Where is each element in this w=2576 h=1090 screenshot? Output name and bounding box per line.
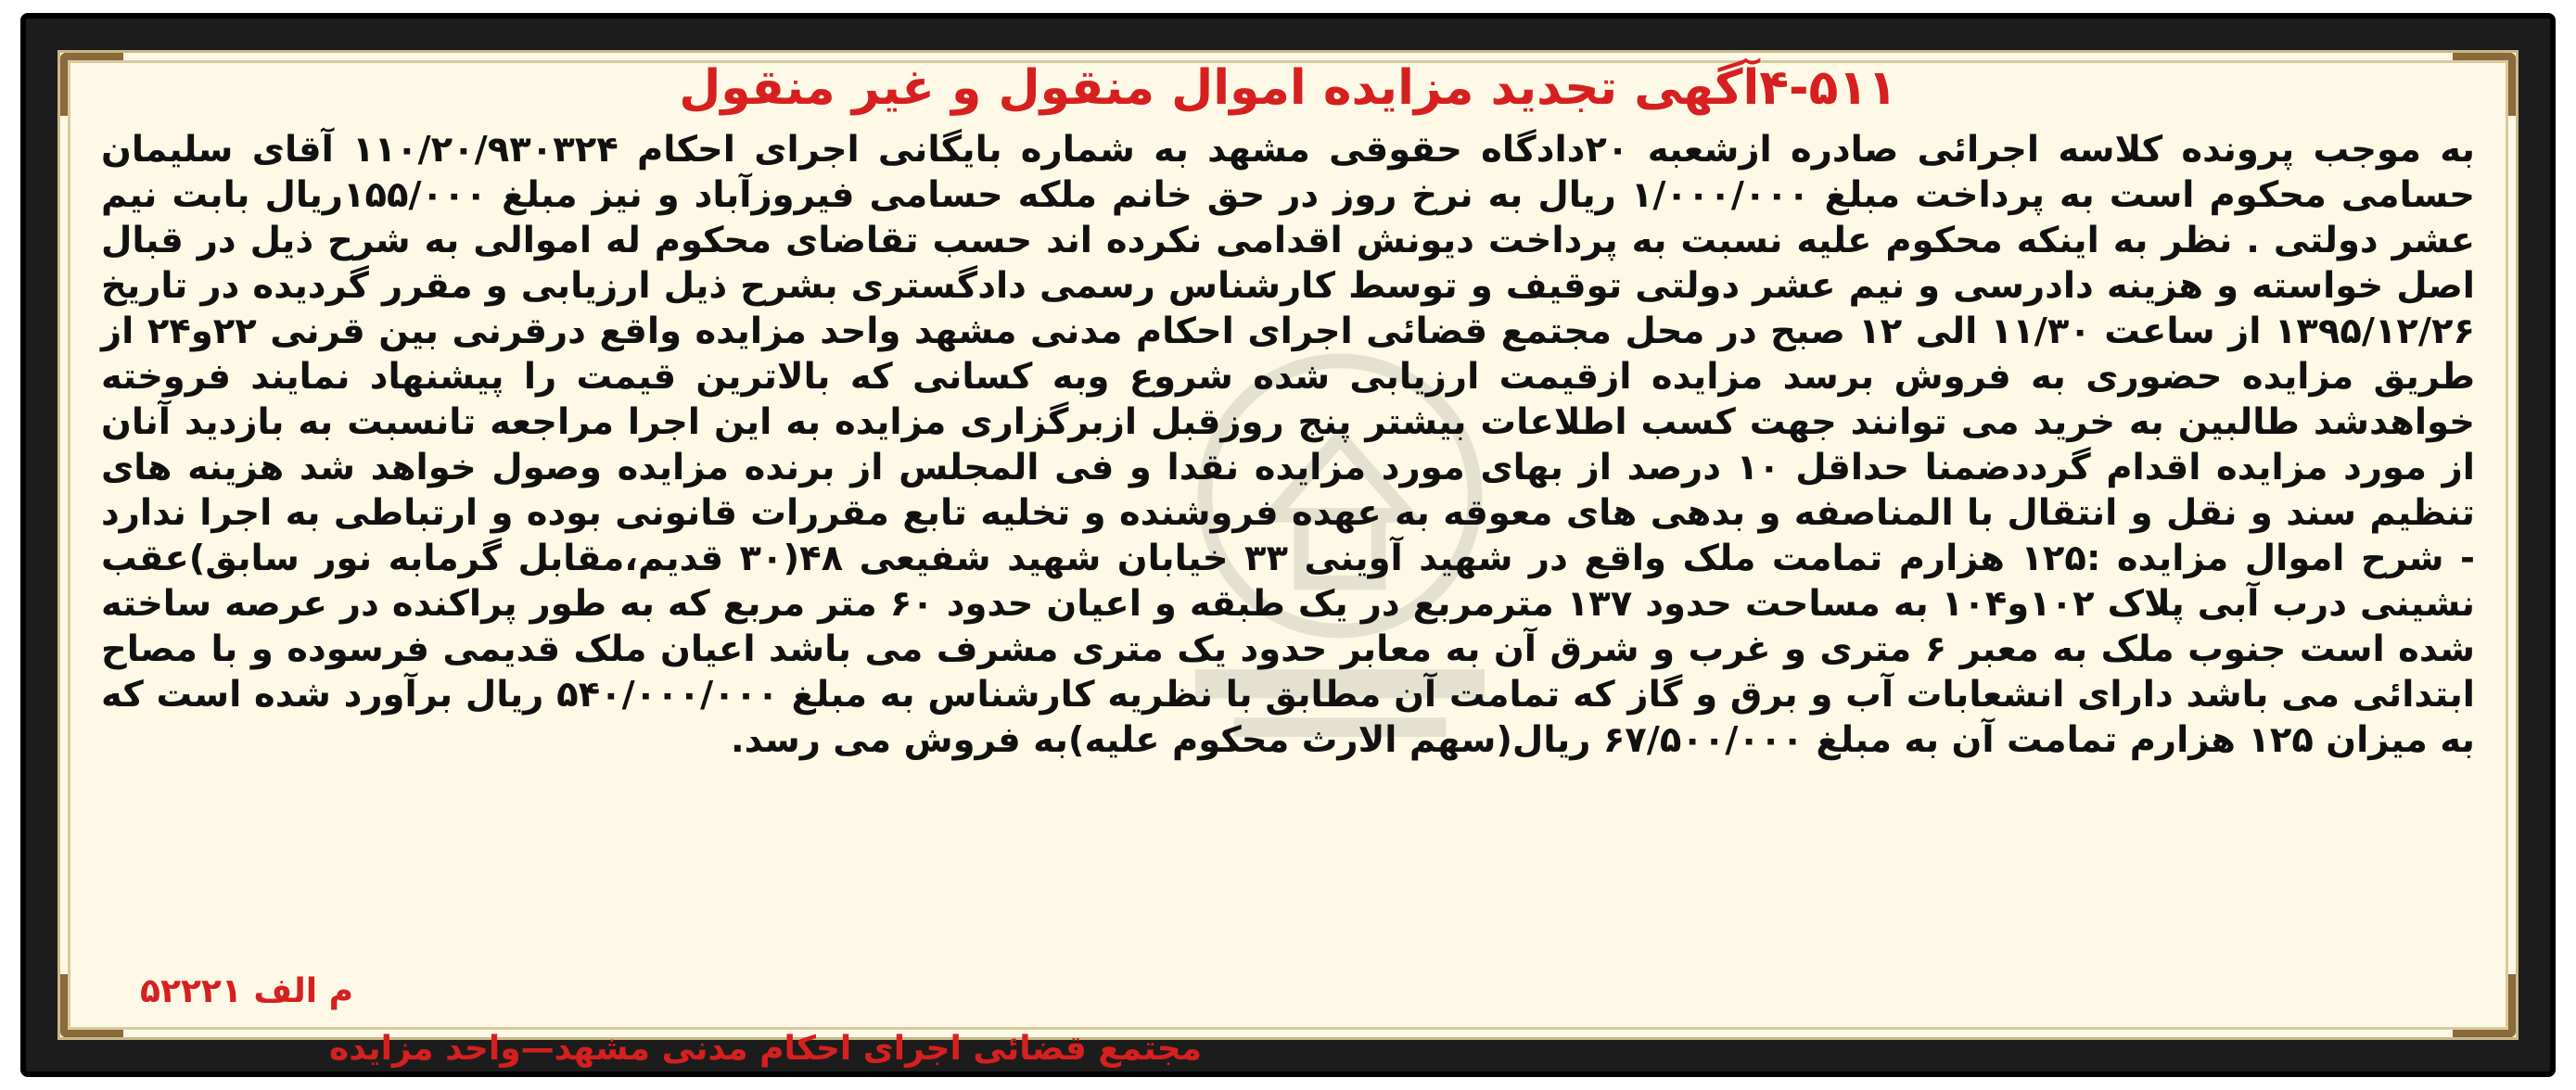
notice-body bbox=[101, 127, 2475, 763]
reference-code: م الف ۵۲۲۲۱ bbox=[140, 972, 354, 1010]
notice-title: ۴-۵۱۱آگهی تجدید مزایده اموال منقول و غیر منقول bbox=[679, 60, 1897, 116]
issuer-signature: مجتمع قضائی اجرای احکام مدنی مشهد—واحد مزایده bbox=[329, 1030, 1203, 1068]
corner-ornament bbox=[60, 974, 123, 1037]
notice-frame bbox=[20, 13, 2556, 1077]
corner-ornament bbox=[2453, 974, 2516, 1037]
notice-body-paragraph: به موجب پرونده کلاسه اجرائی صادره ازشعبه ۲۰دادگاه حقوقی مشهد به شماره بایگانی اجرای احکام ۱۱۰/۲۰/۹۳۰۳۲۴ آقای سلیمان حسامی محکوم است به پرداخت مبلغ ۱/۰۰۰/۰۰۰ ریال به نرخ روز در حق خانم ملکه حسامی فیروزآباد و نیز مبلغ ۱۵۵/۰۰۰ریال بابت نیم عشر دولتی . نظر به اینکه محکوم علیه نسبت به پرداخت دیونش اقدامی نکرده اند حسب تقاضای محکوم له اموالی به شرح ذیل در قبال اصل خواسته و هزینه دادرسی و نیم عشر دولتی توقیف و توسط کارشناس رسمی دادگستری بشرح ذیل ارزیابی و مقرر گردیده در تاریخ ۱۳۹۵/۱۲/۲۶ از ساعت ۱۱/۳۰ الی ۱۲ صبح در محل مجتمع قضائی اجرای احکام مدنی مشهد واحد مزایده واقع درقرنی بین قرنی ۲۲و۲۴ از طریق مزایده حضوری به فروش برسد مزایده ازقیمت ارزیابی شده شروع وبه کسانی که بالاترین قیمت را پیشنهاد نمایند فروخته خواهدشد طالبین به خرید می توانند جهت کسب اطلاعات بیشتر پنج روزقبل ازبرگزاری مزایده به این اجرا مراجعه تانسبت به بازدید آنان از مورد مزایده اقدام گرددضمنا حداقل ۱۰ درصد از بهای مورد مزایده نقدا و فی المجلس از برنده مزایده وصول خواهد شد هزینه های تنظیم سند و نقل و انتقال با المناصفه و بدهی های معوقه به عهده فروشنده و تخلیه تابع مقررات قانونی بوده و ارتباطی به اجرا ندارد - شرح اموال مزایده :۱۲۵ هزارم تمامت ملک واقع در شهید آوینی ۳۳ خیابان شهید شفیعی ۴۸(۳۰ قدیم،مقابل گرمابه نور سابق)عقب نشینی درب آبی پلاک ۱۰۲و۱۰۴ به مساحت حدود ۱۳۷ مترمربع در یک طبقه و اعیان حدود ۶۰ متر مربع که به طور پراکنده در عرصه ساخته شده است جنوب ملک به معبر ۶ متری و غرب و شرق آن به معابر حدود یک متری مشرف می باشد اعیان ملک قدیمی فرسوده و با مصاح ابتدائی می باشد دارای انشعابات آب و برق و گاز که تمامت آن مطابق با نظریه کارشناس به مبلغ ۵۴۰/۰۰۰/۰۰۰ ریال برآورد شده است که به میزان ۱۲۵ هزارم تمامت آن به مبلغ ۶۷/۵۰۰/۰۰۰ ریال(سهم الارث محکوم علیه)به فروش می رسد. bbox=[101, 129, 2476, 761]
notice-panel bbox=[57, 50, 2519, 1068]
